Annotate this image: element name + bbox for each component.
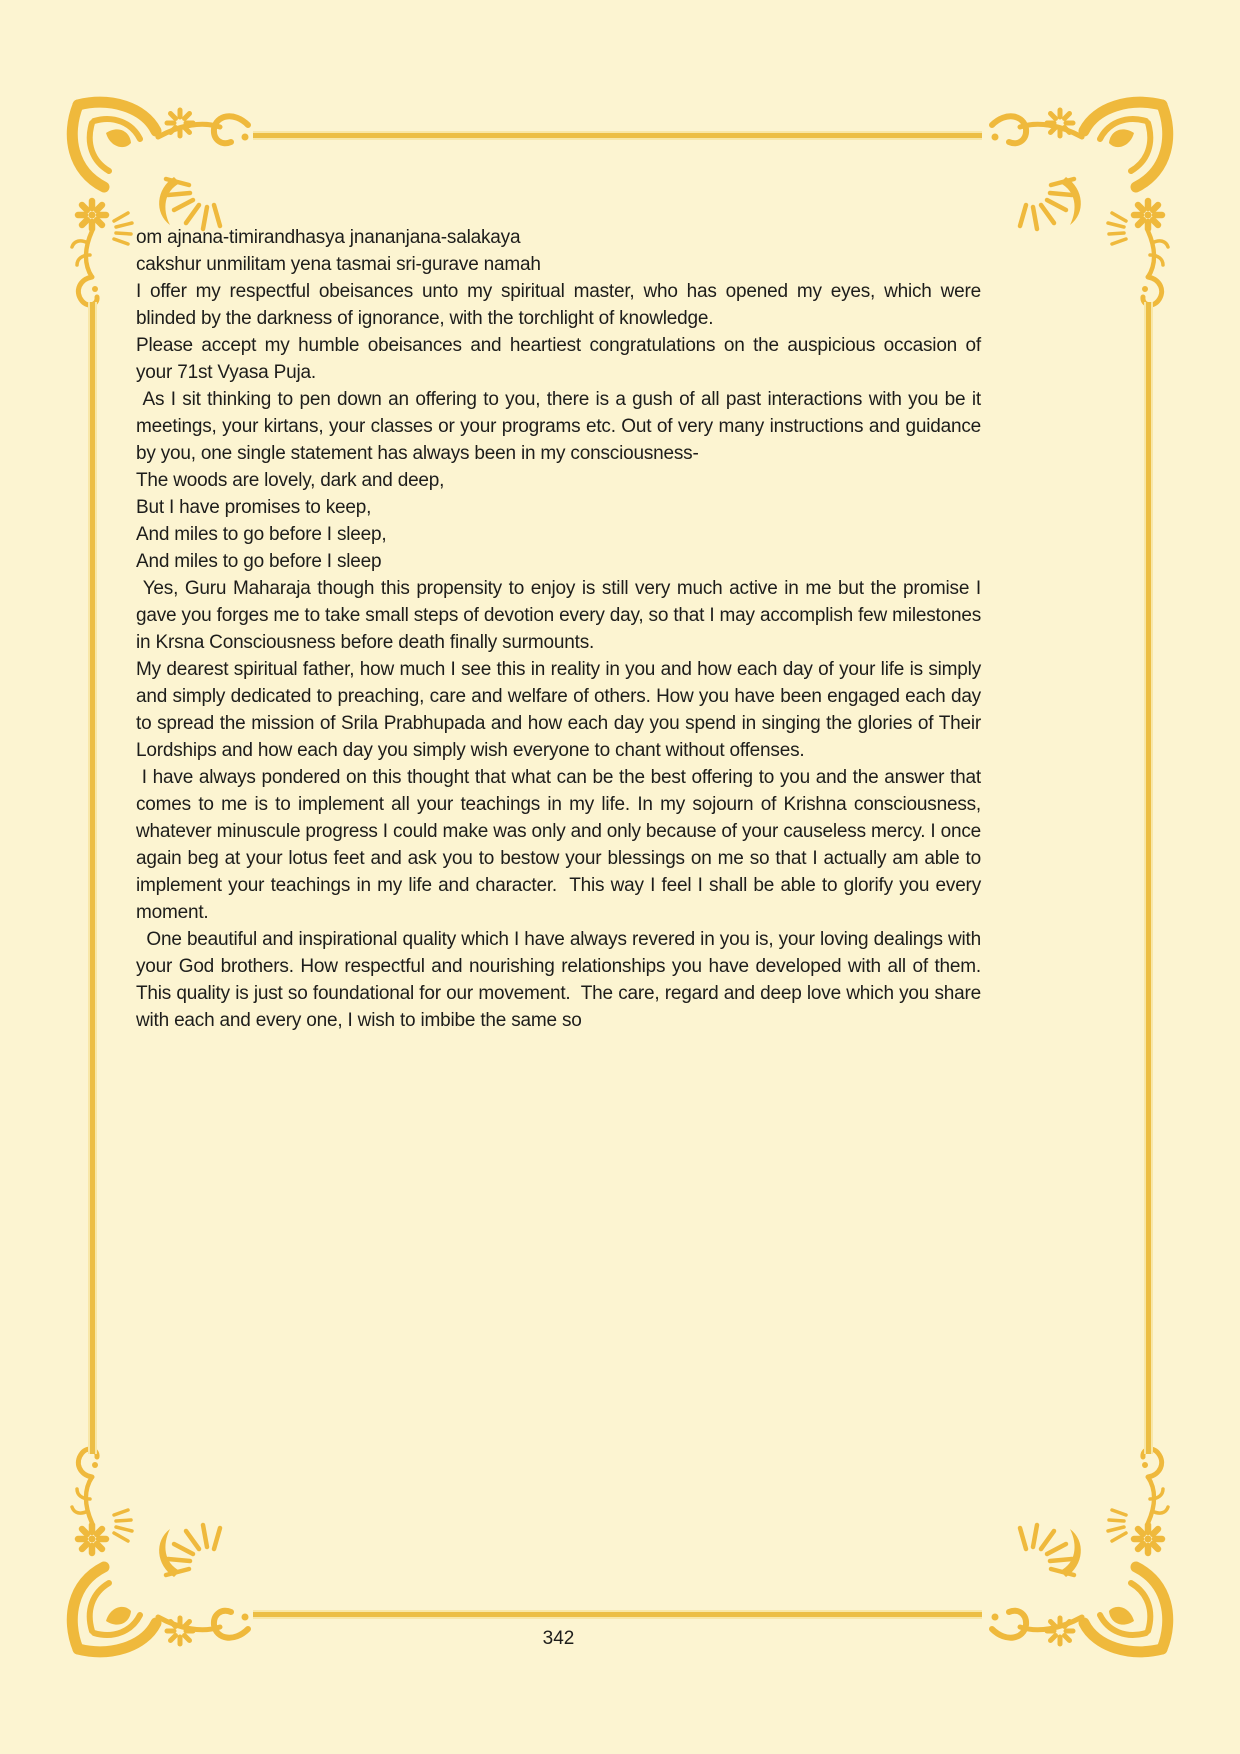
paragraph-obeisance-translation: I offer my respectful obeisances unto my spiritual master, who has opened my eyes, which were blinded by the darkness of ignorance, with the torchlight of knowledge. — [136, 281, 987, 329]
paragraph-spiritual-father: My dearest spiritual father, how much I see this in reality in you and how each day of your life is simply and simply dedicated to preaching, care and welfare of others. How you have been engaged each day to spread the mission of Srila Prabhupada and how each day you spend in singing the glories of Their Lordships and how each day you simply wish everyone to chant without offenses. — [136, 659, 987, 761]
corner-ornament-top-right-icon — [988, 93, 1178, 313]
corner-ornament-bottom-right-icon — [988, 1441, 1178, 1661]
paragraph-congratulations: Please accept my humble obeisances and heartiest congratulations on the auspicious occasion of your 71st Vyasa Puja. — [136, 335, 987, 383]
poem-line-3: And miles to go before I sleep, — [136, 524, 387, 545]
poem-line-2: But I have promises to keep, — [136, 497, 372, 518]
sanskrit-verse-line-2: cakshur unmilitam yena tasmai sri-gurave namah — [136, 254, 541, 275]
border-line-left — [90, 302, 95, 1454]
border-line-right — [1146, 302, 1151, 1454]
border-line-bottom — [253, 1612, 982, 1617]
paragraph-promise: Yes, Guru Maharaja though this propensity to enjoy is still very much active in me but the promise I gave you forges me to take small steps of devotion every day, so that I may accomplish few milestones in Krsna Consciousness before death finally surmounts. — [136, 578, 987, 653]
paragraph-god-brothers: One beautiful and inspirational quality which I have always revered in you is, your loving dealings with your God brothers. How respectful and nourishing relationships you have developed with all of them. This quality is just so foundational for our movement. The care, regard and deep love which you share with each and every one, I wish to imbibe the same so — [136, 929, 987, 1031]
border-line-top — [253, 133, 982, 138]
paragraph-best-offering: I have always pondered on this thought that what can be the best offering to you and the answer that comes to me is to implement all your teachings in my life. In my sojourn of Krishna consciousness, whatever minuscule progress I could make was only and only because of your causeless mercy. I once again beg at your lotus feet and ask you to bestow your blessings on me so that I actually am able to implement your teachings in my life and character. This way I feel I shall be able to glorify you every moment. — [136, 767, 987, 923]
poem-line-1: The woods are lovely, dark and deep, — [136, 470, 445, 491]
poem-line-4: And miles to go before I sleep — [136, 551, 382, 572]
letter-body — [136, 224, 987, 1034]
page-number: 342 — [542, 1628, 575, 1649]
paragraph-reflection: As I sit thinking to pen down an offering to you, there is a gush of all past interactions with you be it meetings, your kirtans, your classes or your programs etc. Out of very many instructions and guidance by you, one single statement has always been in my consciousness- — [136, 389, 987, 464]
sanskrit-verse-line-1: om ajnana-timirandhasya jnananjana-salakaya — [136, 227, 521, 248]
